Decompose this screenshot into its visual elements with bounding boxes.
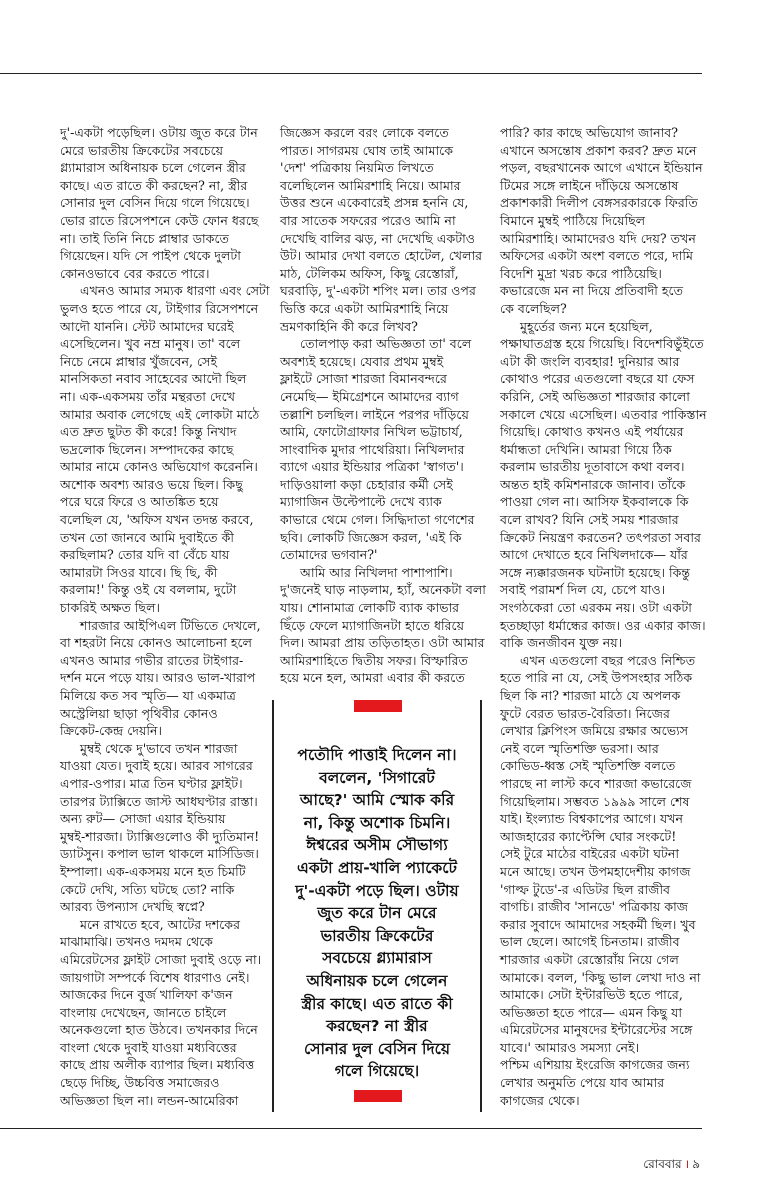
text-line: যায়। শোনামাত্র লোকটি ব্যাক কাভার [280,600,460,616]
pull-quote-line: স্ত্রীর কাছে। এত রাতে কী [301,994,453,1013]
paragraph [280,335,480,564]
page-folio [643,1155,700,1176]
text-line: টিমের সঙ্গে লাইনে দাঁড়িয়ে অসন্তোষ [500,177,679,193]
text-line: দু'-একটা পড়েছিল। ওটায় জুত করে টান [60,125,258,140]
text-line: ছিল কি না? শারজা মাঠে যে অপলক [500,688,681,703]
text-line: সবাই পরামর্শ দিল যে, চেপে যাও। [500,582,666,598]
text-line: মাঠ, টেলিকম অফিস, কিছু রেস্তোরাঁ, [280,265,459,281]
text-line: দিল। আমরা প্রায় তড়িতাহত। ওটা আমার [280,635,485,651]
text-line: বলে রাখব? যিনি সেই সময় শারজার [500,512,679,528]
bottom-rule [0,1128,702,1129]
paragraph [280,124,483,335]
text-line: গিয়েছিলাম। সম্ভবত ১৯৯৯ সালে শেষ [500,793,690,809]
text-line: অস্ট্রেলিয়া ছাড়া পৃথিবীর কোনও [60,705,218,721]
text-line: তোমাদের ভগবান?' [280,547,378,563]
text-line: না। এক-একসময় তাঁর মন্থরতা দেখে [60,388,235,404]
text-line: এমিরেটসের মানুষদের ইন্টারেস্টের সঙ্গে [500,1022,693,1038]
pull-quote-line: করছেন? না স্ত্রীর [326,1017,428,1036]
article-column-1 [60,124,268,1109]
text-line: তারপর ট্যাক্সিতে জাস্ট আধঘণ্টার রাস্তা। [60,793,258,809]
text-line: শারজার আইপিএল টিভিতে দেখলে, [80,617,261,633]
text-line: লেখার অনুমতি পেয়ে যাব আমার [500,1075,665,1091]
text-line: করলাম!' কিন্তু ওই যে বললাম, দুটো [60,582,237,598]
text-line: কেটে দেখি, সত্যি ঘটছে তো? নাকি [60,881,235,897]
text-line: বলেছিল যে, 'অফিস যখন তদন্ত করবে, [60,512,254,528]
text-line: ক্রিকেট নিয়ন্ত্রণ করতেন? তৎপরতা সবার [500,529,701,545]
text-line: পারত। সাগরময় ঘোষ তাই আমাকে [280,142,454,158]
paragraph [60,740,268,916]
text-line: করলাম ভারতীয় দূতাবাসে কথা বলব। [500,459,685,475]
text-line: অবশ্যই হয়েছে। যেবার প্রথম মুম্বই [280,353,444,369]
text-line: পক্ষাঘাতগ্রস্ত হয়ে গিয়েছি। বিদেশবিভুঁইতে [500,336,704,352]
text-line: কাছে। এত রাতে কী করছেন? না, স্ত্রীর [60,177,248,193]
text-line: যাওয়া যেত। দুবাই হয়ে। আরব সাগরের [60,758,253,774]
text-line: ভদ্রলোক ছিলেন। সম্পাদকের কাছে [60,441,234,457]
text-line: আমারটা সিওর যাবে। ছি ছি, কী [60,564,218,580]
pull-quote-line: ভারতীয় ক্রিকেটের [320,926,434,945]
text-line: ভাল ছেলে। আগেই চিনতাম। রাজীব [500,934,680,950]
text-line: গিয়েছি। কোথাও কখনও এই পর্যায়ের [500,424,684,440]
text-line: সেই টুরে মাঠের বাইরের একটা ঘটনা [500,846,680,862]
text-line: ঘরবাড়ি, দু'-একটা শপিং মল। তার ওপর [280,283,476,299]
text-line: তোলপাড় করা অভিজ্ঞতা তা' বলে [300,336,472,352]
text-line: ধর্মান্ধতা দেখিনি। আমরা গিয়ে ঠিক [500,441,672,457]
text-line: বার সাতেক সফরের পরেও আমি না [280,212,456,228]
pull-quote-line: অধিনায়ক চলে গেলেন [306,971,448,990]
text-line: সোনার দুল বেসিন দিয়ে গলে গিয়েছে। [60,195,250,211]
text-line: পারছে না লাস্ট কবে শারজা কভারেজে [500,775,692,791]
paragraph [500,1056,705,1109]
paragraph [60,916,268,1110]
text-line: হয়ে মনে হল, আমরা এবার কী করতে [280,670,465,686]
text-line: 'গাল্ফ টুডে'-র এডিটর ছিল রাজীব [500,881,671,897]
paragraph [280,564,486,687]
text-line: ম্যাগাজিন উল্টেপাল্টে দেখে ব্যাক [280,494,442,510]
text-line: ভোর রাতে রিসেপশনে কেউ ফোন ধরছে [60,212,259,228]
text-line: আমিরশাহি। আমাদেরও যদি দেয়? তখন [500,230,696,246]
text-line: সাংবাদিক মুদার পাথেরিয়া। নিখিলদার [280,441,465,457]
text-line: পারি? কার কাছে অভিযোগ জানাব? [500,125,679,140]
text-line: সঙ্গে ন্যক্কারজনক ঘটনাটা হয়েছে। কিন্তু [500,564,691,580]
text-line: বাকি জনজীবন যুক্ত নয়। [500,635,623,651]
text-line: গিয়েছেন। যদি সে পাইপ থেকে দুলটা [60,248,241,264]
text-line: দর্শন মনে পড়ে যায়। আরও ভাল-খারাপ [60,670,256,686]
text-line: মিলিয়ে কত সব স্মৃতি— যা একমাত্র [60,688,236,703]
text-line: মেরে ভারতীয় ক্রিকেটের সবচেয়ে [60,142,224,158]
pull-quote-bottom-accent [354,1090,402,1102]
text-line: বা শহরটা নিয়ে কোনও আলোচনা হলে [60,635,252,651]
page-number: ৯ [692,1157,700,1171]
text-line: বিমানে মুম্বই পাঠিয়ে দিয়েছিল [500,212,646,228]
text-line: আমার নামে কোনও অভিযোগ করেননি। [60,459,258,475]
text-line: আগে দেখাতে হবে নিখিলদাকে— যাঁর [500,547,688,563]
text-line: করছিলাম? তোর যদি বা বেঁচে যায় [60,547,230,563]
folio-separator: । [684,1157,690,1171]
text-line: কে বলেছিল? [500,300,567,316]
text-line: কাভারে থেমে গেল। সিদ্ধিদাতা গণেশের [280,512,475,528]
text-line: করিনি, সেই অভিজ্ঞতা শারজার কালো [500,388,690,404]
text-line: অভিজ্ঞতা হতে পারে— এমন কিছু যা [500,1004,683,1020]
text-line: এটা কী জংলি ব্যবহার! দুনিয়ার আর [500,353,680,369]
text-line: কোভিড-ধ্বস্ত সেই স্মৃতিশক্তি বলতে [500,758,676,774]
text-line: আমাকে। বলল, 'কিছু ভাল লেখা দাও না [500,969,701,985]
text-line: যাই। ইংল্যান্ড বিশ্বকাপের আগে। যখন [500,811,684,827]
text-line: কোথাও পরের এতগুলো বছরে যা ফেস [500,371,695,387]
text-line: নেই বলে স্মৃতিশক্তি ভরসা। আর [500,740,659,756]
text-line: দাড়িওয়ালা কড়া চেহারার কর্মী সেই [280,476,453,492]
pull-quote-top-accent [354,700,402,712]
text-line: হতচ্ছাড়া ধর্মান্ধের কাজ। ওর একার কাজ। [500,617,706,633]
text-line: অন্য রুট— সোজা এয়ার ইন্ডিয়ায় [60,811,226,827]
text-line: চাকরিই অক্ষত ছিল। [60,600,161,616]
text-line: মানসিকতা নবাব সাহেবের আদৌ ছিল [60,371,247,387]
text-line: বিদেশি মুদ্রা খরচ করে পাঠিয়েছি। [500,265,662,281]
text-line: তল্লাশি চলছিল। লাইনে পরপর দাঁড়িয়ে [280,406,469,422]
text-line: এপার-ওপার। মাত্র তিন ঘণ্টার ফ্লাইট। [60,775,243,791]
text-line: বাগচি। রাজীব 'সানডে' পত্রিকায় কাজ [500,899,689,915]
text-line: আমিরশাহিতে দ্বিতীয় সফর। বিস্ফারিত [280,652,468,668]
text-line: আমি আর নিখিলদা পাশাপাশি। [300,564,453,580]
text-line: অফিসের একটা অংশ বলতে পরে, দামি [500,248,694,264]
pull-quote-line: বললেন, 'সিগারেট [319,768,435,787]
text-line: এখন এতগুলো বছর পরেও নিশ্চিত [520,652,696,668]
pull-quote-line: আছে?' আমি স্মোক করি [299,791,455,810]
text-line: কাছে প্রায় অলীক ব্যাপার ছিল। মধ্যবিত্ত [60,1057,255,1073]
text-line: শারজার একটা রেস্তোরাঁয় নিয়ে গেল [500,951,679,967]
section-name: রোববার [643,1157,682,1171]
text-line: দু'জনেই ঘাড় নাড়লাম, হ্যাঁ, অনেকটা বলা [280,582,486,598]
pull-quote-text [274,744,480,1083]
text-line: উট। আমার দেখা বলতে হোটেল, খেলার [280,248,483,264]
paragraph [60,124,268,282]
text-line: জিজ্ঞেস করলে বরং লোকে বলতে [280,125,449,140]
text-line: আরব্য উপন্যাস দেখছি স্বপ্নে? [60,899,205,915]
text-line: কভারেজে মন না দিয়ে প্রতিবাদী হতে [500,283,684,299]
text-line: কোনওভাবে বের করতে পারে। [60,265,210,281]
text-line: হতে পারি না যে, সেই উপসংহার সঠিক [500,670,693,686]
text-line: মনে আছে। তখন উপমহাদেশীয় কাগজ [500,863,691,879]
text-line: আমি, ফোটোগ্রাফার নিখিল ভট্টাচার্য, [280,424,463,440]
text-line: ভ্রমণকাহিনি কী করে লিখব? [280,318,418,334]
paragraph [500,318,705,652]
text-line: অভিজ্ঞতা ছিল না। লন্ডন-আমেরিকা [60,1092,239,1108]
text-line: ড্যাটসুন। কপাল ভাল থাকলে মার্সিডিজ। [60,846,259,862]
text-line: দেখেছি বালির ঝড়, না দেখেছি একটাও [280,230,476,246]
text-line: 'দেশ' পত্রিকায় নিয়মিত লিখতে [280,160,434,176]
text-line: অনেকগুলো হাত উঠবে। তখনকার দিনে [60,1022,258,1038]
pull-quote-line: একটা প্রায়-খালি প্যাকেটে [297,858,457,877]
pull-quote-line: সোনার দুল বেসিন দিয়ে [304,1039,450,1058]
text-line: আজহারের ক্যাপ্টেন্সি ঘোর সংকটে! [500,828,677,844]
text-line: নিচে নেমে প্লাম্বার খুঁজবেন, সেই [60,353,218,369]
top-rule [0,73,702,74]
text-line: নেমেছি— ইমিগ্রেশনে আমাদের ব্যাগ [280,388,459,404]
text-line: এত দ্রুত ছুটত কী করে! কিন্তু নিখাদ [60,424,237,440]
text-line: মুম্বই থেকে দু'ভাবে তখন শারজা [80,740,238,756]
text-line: তখন তো জানবে আমি দুবাইতে কী [60,529,235,545]
pull-quote-line: সবচেয়ে গ্ল্যামারাস [322,949,432,968]
text-line: মুম্বই-শারজা। ট্যাক্সিগুলোও কী দ্যুতিমান! [60,828,260,844]
text-line: জায়গাটা সম্পর্কে বিশেষ ধারণাও নেই। [60,969,250,985]
text-line: লেখার ক্লিপিংস জমিয়ে রক্ষার অভ্যেস [500,723,689,739]
text-line: না। তাই তিনি নিচে প্লাম্বার ডাকতে [60,230,229,246]
paragraph [500,652,705,1057]
text-line: গ্ল্যামারাস অধিনায়ক চলে গেলেন স্ত্রীর [60,160,246,176]
text-line: উত্তর শুনে একেবারেই প্রসন্ন হননি যে, [280,195,469,211]
text-line: পরে ঘরে ফিরে ও আতঙ্কিত হয়ে [60,494,219,510]
text-line: মুহূর্তের জন্য মনে হয়েছিল, [520,318,653,334]
text-line: প্রকাশকারী দিলীপ বেঙ্গসরকারকে ফিরতি [500,195,698,211]
text-line: সংগঠকেরা তো এরকম নয়। ওটা একটা [500,600,692,616]
pull-quote-line: দু'-একটা পড়ে ছিল। ওটায় [295,881,459,900]
text-line: বাংলায় দেখেছেন, জানতে চাইলে [60,1004,227,1020]
text-line: ফুটে বেরত ভারত-বৈরিতা। নিজের [500,705,670,721]
text-line: পশ্চিম এশিয়ায় ইংরেজি কাগজের জন্য [500,1057,690,1073]
pull-quote-line: জুত করে টান মেরে [317,904,437,923]
text-line: সকালে খেয়ে এসেছিল। এতবার পাকিস্তান [500,406,707,422]
text-line: এসেছিলেন। খুব নম্র মানুষ। তা' বলে [60,336,241,352]
text-line: এমিরেটসের ফ্লাইট সোজা দুবাই ওড়ে না। [60,951,262,967]
text-line: এখানে অসন্তোষ প্রকাশ করব? দ্রুত মনে [500,142,697,158]
paragraph [500,124,705,318]
article-column-2 [280,124,486,687]
text-line: ইম্পালা। এক-একসময় মনে হত চিমটি [60,863,246,879]
text-line: বাংলা থেকে দুবাই যাওয়া মধ্যবিত্তের [60,1039,237,1055]
text-line: মনে রাখতে হবে, আটের দশকের [80,916,241,932]
text-line: ব্যাগে এয়ার ইন্ডিয়ার পত্রিকা 'স্বাগত'। [280,459,464,475]
text-line: আজকের দিনে বুর্জ খালিফা ক'জন [60,987,233,1003]
text-line: আমাকে। সেটা ইন্টারভিউ হতে পারে, [500,987,683,1003]
pull-quote-box [272,700,482,1112]
text-line: আমার অবাক লেগেছে এই লোকটা মাঠে [60,406,260,422]
text-line: অশোক অবশ্য আরও ভয়ে ছিল। কিছু [60,476,243,492]
pull-quote-line: না, কিন্তু অশোক চিমনি। [303,813,451,832]
pull-quote-line: গলে গিয়েছে। [334,1062,420,1081]
text-line: ছবি। লোকটি জিজ্ঞেস করল, 'এই কি [280,529,462,545]
text-line: এখনও আমার সম্যক ধারণা এবং সেটা [80,283,270,299]
text-line: এখনও আমার গভীর রাতের টাইগার- [60,652,244,668]
paragraph [60,617,268,740]
text-line: আদৌ যাননি। স্টেট আমাদের ঘরেই [60,318,234,334]
text-line: পাওয়া গেল না। আসিফ ইকবালকে কি [500,494,689,510]
text-line: অন্তত হাই কমিশনারকে জানাব। তাঁকে [500,476,686,492]
text-line: যাবে।' আমারও সমস্যা নেই। [500,1039,640,1055]
text-line: মাঝামাঝি। তখনও দমদম থেকে [60,934,213,950]
text-line: ভিত্তি করে একটা আমিরশাহি নিয়ে [280,300,449,316]
text-line: কাগজের থেকে। [500,1092,580,1108]
pull-quote-line: ঈশ্বরের অসীম সৌভাগ্য [306,836,448,855]
text-line: ফ্লাইটে সোজা শারজা বিমানবন্দরে [280,371,447,387]
text-line: ছিঁড়ে ফেলে ম্যাগাজিনটা হাতে ধরিয়ে [280,617,465,633]
text-line: ক্রিকেট-কেন্দ্র দেয়নি। [60,723,162,739]
paragraph [60,282,268,616]
text-line: করার সুবাদে আমাদের সহকর্মী ছিল। খুব [500,916,696,932]
text-line: পড়ল, বছরখানেক আগে এখানে ইন্ডিয়ান [500,160,703,176]
text-line: ছেড়ে দিচ্ছি, উচ্চবিত্ত সমাজেরও [60,1075,220,1091]
text-line: ভুলও হতে পারে যে, টাইগার রিসেপশনে [60,300,259,316]
article-column-3 [500,124,705,1109]
text-line: বলেছিলেন আমিরশাহি নিয়ে। আমার [280,177,461,193]
pull-quote-line: পতৌদি পাত্তাই দিলেন না। [297,746,457,764]
